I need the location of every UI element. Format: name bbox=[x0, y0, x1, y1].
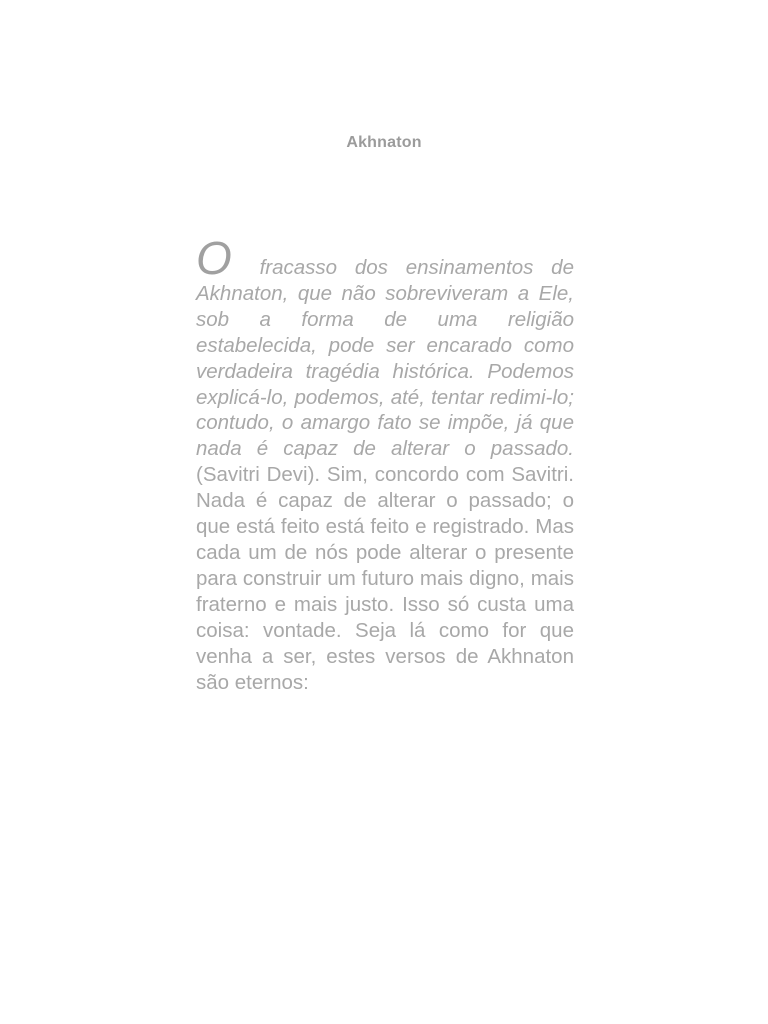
running-header-title: Akhnaton bbox=[346, 134, 422, 151]
body-text-block bbox=[196, 232, 574, 695]
commentary-text: (Savitri Devi). Sim, concordo com Savitri. Nada é capaz de alterar o passado; o que está feito está feito e registrado. Mas cada um de nós pode alterar o presente para construir um futuro mais digno, mais fraterno e mais justo. Isso só custa uma coisa: vontade. Seja lá como for que venha a ser, estes versos de Akhnaton são eternos: bbox=[196, 463, 574, 694]
drop-cap: O bbox=[196, 232, 232, 284]
body-paragraph bbox=[196, 232, 574, 695]
quoted-passage: fracasso dos ensinamentos de Akhnaton, que não sobreviveram a Ele, sob a forma de uma religião estabelecida, pode ser encarado como verdadeira tragédia histórica. Podemos explicá-lo, podemos, até, tentar redimi-lo; contudo, o amargo fato se impõe, já que nada é capaz de alterar o passado. bbox=[196, 256, 574, 461]
